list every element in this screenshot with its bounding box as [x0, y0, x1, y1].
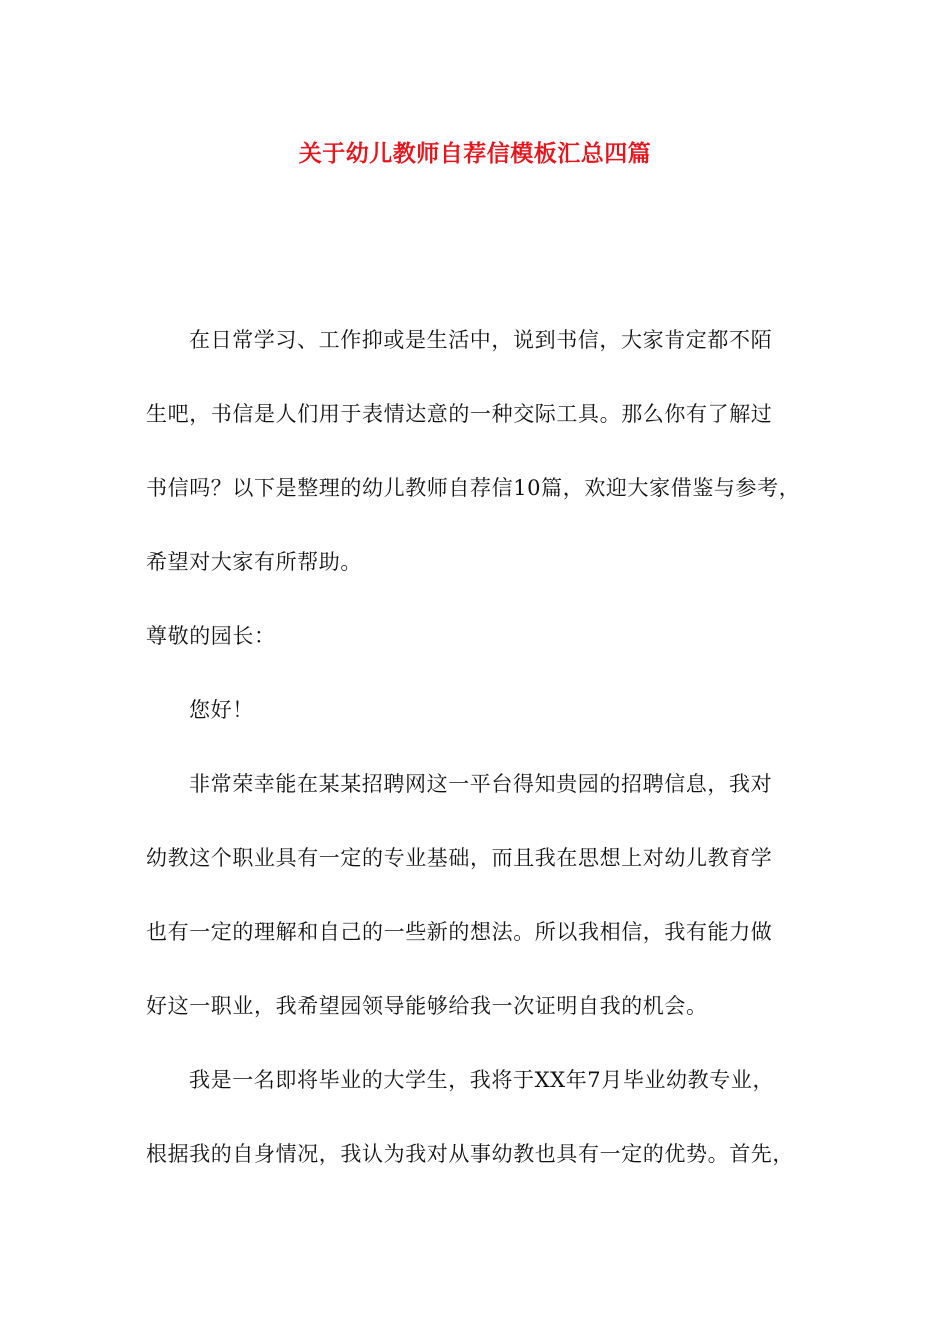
paragraph-line: 幼教这个职业具有一定的专业基础，而且我在思想上对幼儿教育学: [146, 846, 773, 870]
paragraph-line: 也有一定的理解和自己的一些新的想法。所以我相信，我有能力做: [146, 920, 773, 944]
paragraph-line: 希望对大家有所帮助。: [146, 550, 362, 574]
paragraph-line: 根据我的自身情况，我认为我对从事幼教也具有一定的优势。首先，: [146, 1142, 794, 1166]
paragraph-line: 好这一职业，我希望园领导能够给我一次证明自我的机会。: [146, 994, 708, 1018]
greeting-line: 您好！: [189, 698, 254, 722]
document-title: 关于幼儿教师自荐信模板汇总四篇: [298, 140, 652, 167]
paragraph-line: 我是一名即将毕业的大学生，我将于XX年7月毕业幼教专业，: [189, 1068, 775, 1092]
paragraph-line: 书信吗？以下是整理的幼儿教师自荐信10篇，欢迎大家借鉴与参考，: [146, 476, 801, 500]
salutation-line: 尊敬的园长：: [146, 624, 276, 648]
paragraph-line: 非常荣幸能在某某招聘网这一平台得知贵园的招聘信息，我对: [189, 772, 773, 796]
paragraph-line: 在日常学习、工作抑或是生活中，说到书信，大家肯定都不陌: [189, 328, 773, 352]
paragraph-line: 生吧，书信是人们用于表情达意的一种交际工具。那么你有了解过: [146, 402, 773, 426]
